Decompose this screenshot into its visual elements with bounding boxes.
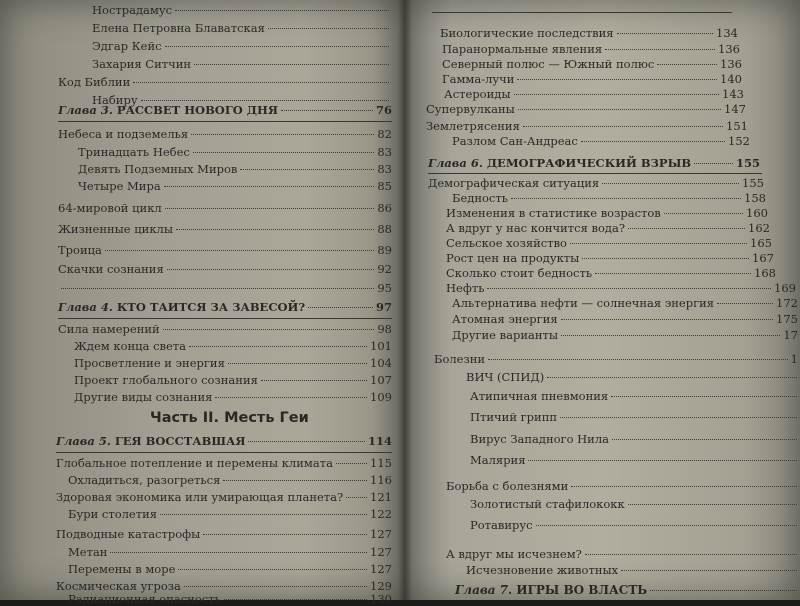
part-2-title: Часть II. Месть Геи	[150, 410, 309, 426]
toc-entry: Бури столетия 122	[68, 507, 392, 521]
toc-entry: Атомная энергия 175	[452, 312, 798, 326]
toc-entry: Бедность 158	[452, 191, 766, 205]
toc-entry: Радиационная опасность 130	[68, 592, 392, 606]
toc-entry: Проект глобального сознания 107	[74, 373, 392, 387]
toc-entry: Малярия	[470, 453, 800, 467]
toc-entry: Четыре Мира 85	[78, 179, 392, 193]
toc-entry: Борьба с болезнями	[446, 479, 800, 493]
toc-entry: 95	[58, 281, 392, 295]
toc-entry: Сельское хозяйство 165	[446, 236, 772, 250]
toc-entry: Троица 89	[58, 243, 392, 257]
toc-entry: Захария Ситчин	[92, 57, 392, 71]
chapter-rule	[58, 121, 392, 122]
book-gutter	[398, 0, 412, 600]
chapter-5-heading: Глава 5. ГЕЯ ВОССТАВШАЯ 114	[56, 434, 392, 448]
toc-entry: Ротавирус	[470, 518, 800, 532]
toc-entry: Охладиться, разогреться 116	[68, 473, 392, 487]
toc-entry: Землетрясения 151	[426, 119, 748, 133]
toc-entry: Золотистый стафилококк	[470, 497, 800, 511]
chapter-rule	[56, 452, 392, 453]
toc-entry: 64-мировой цикл 86	[58, 201, 392, 215]
toc-entry: Астероиды 143	[444, 87, 744, 101]
toc-entry: Скачки сознания 92	[58, 262, 392, 276]
toc-entry: Рост цен на продукты 167	[446, 251, 774, 265]
chapter-3-heading: Глава 3. РАССВЕТ НОВОГО ДНЯ 76	[58, 103, 392, 117]
toc-entry: Супервулканы 147	[426, 102, 746, 116]
toc-entry: Демографическая ситуация 155	[428, 176, 764, 190]
toc-entry: Нефть 169	[446, 281, 796, 295]
toc-entry: Глобальное потепление и перемены климата 115	[56, 456, 392, 470]
toc-entry: Нострадамус	[92, 3, 392, 17]
toc-entry: Девять Подземных Миров 83	[78, 162, 392, 176]
toc-entry: ВИЧ (СПИД)	[466, 370, 800, 384]
chapter-7-heading: Глава 7. ИГРЫ ВО ВЛАСТЬ	[455, 583, 800, 597]
toc-entry: Изменения в статистике возрастов 160	[446, 206, 768, 220]
top-rule	[432, 12, 732, 13]
toc-entry: Небеса и подземелья 82	[58, 127, 392, 141]
toc-entry: Здоровая экономика или умирающая планета? 121	[56, 490, 392, 504]
toc-entry: Подводные катастрофы 127	[56, 527, 392, 541]
toc-entry: Космическая угроза 129	[56, 579, 392, 593]
chapter-rule	[428, 173, 762, 174]
toc-entry: Перемены в море 127	[68, 562, 392, 576]
toc-entry: А вдруг у нас кончится вода? 162	[446, 221, 770, 235]
toc-entry: Жизненные циклы 88	[58, 222, 392, 236]
toc-entry: Ждем конца света 101	[74, 339, 392, 353]
toc-entry: Северный полюс — Южный полюс 136	[442, 57, 742, 71]
toc-entry: А вдруг мы исчезнем?	[446, 547, 800, 561]
toc-entry: Сколько стоит бедность 168	[446, 266, 776, 280]
toc-entry: Гамма-лучи 140	[442, 72, 742, 86]
toc-entry: Альтернатива нефти — солнечная энергия 172	[452, 296, 798, 310]
toc-entry: Птичий грипп	[470, 410, 800, 424]
toc-entry: Метан 127	[68, 545, 392, 559]
toc-entry: Просветление и энергия 104	[74, 356, 392, 370]
chapter-4-heading: Глава 4. КТО ТАИТСЯ ЗА ЗАВЕСОЙ? 97	[58, 300, 392, 314]
toc-entry: Другие варианты 17	[452, 328, 798, 342]
toc-entry: Сила намерений 98	[58, 322, 392, 336]
toc-entry: Исчезновение животных	[466, 563, 800, 577]
toc-entry: Елена Петровна Блаватская	[92, 21, 392, 35]
toc-entry: Атипичная пневмония	[470, 389, 800, 403]
chapter-rule	[58, 318, 392, 319]
toc-entry: Биологические последствия 134	[440, 26, 738, 40]
toc-entry: Тринадцать Небес 83	[78, 145, 392, 159]
toc-entry: Разлом Сан-Андреас 152	[452, 134, 750, 148]
toc-entry: Эдгар Кейс	[92, 39, 392, 53]
chapter-6-heading: Глава 6. ДЕМОГРАФИЧЕСКИЙ ВЗРЫВ 155	[428, 156, 760, 170]
toc-entry: Паранормальные явления 136	[442, 42, 740, 56]
toc-entry: Код Библии	[58, 75, 392, 89]
toc-entry: Вирус Западного Нила	[470, 432, 800, 446]
toc-entry: Болезни 1	[434, 352, 798, 366]
toc-entry: Другие виды сознания 109	[74, 390, 392, 404]
toc-entry: Набиру	[92, 93, 392, 107]
